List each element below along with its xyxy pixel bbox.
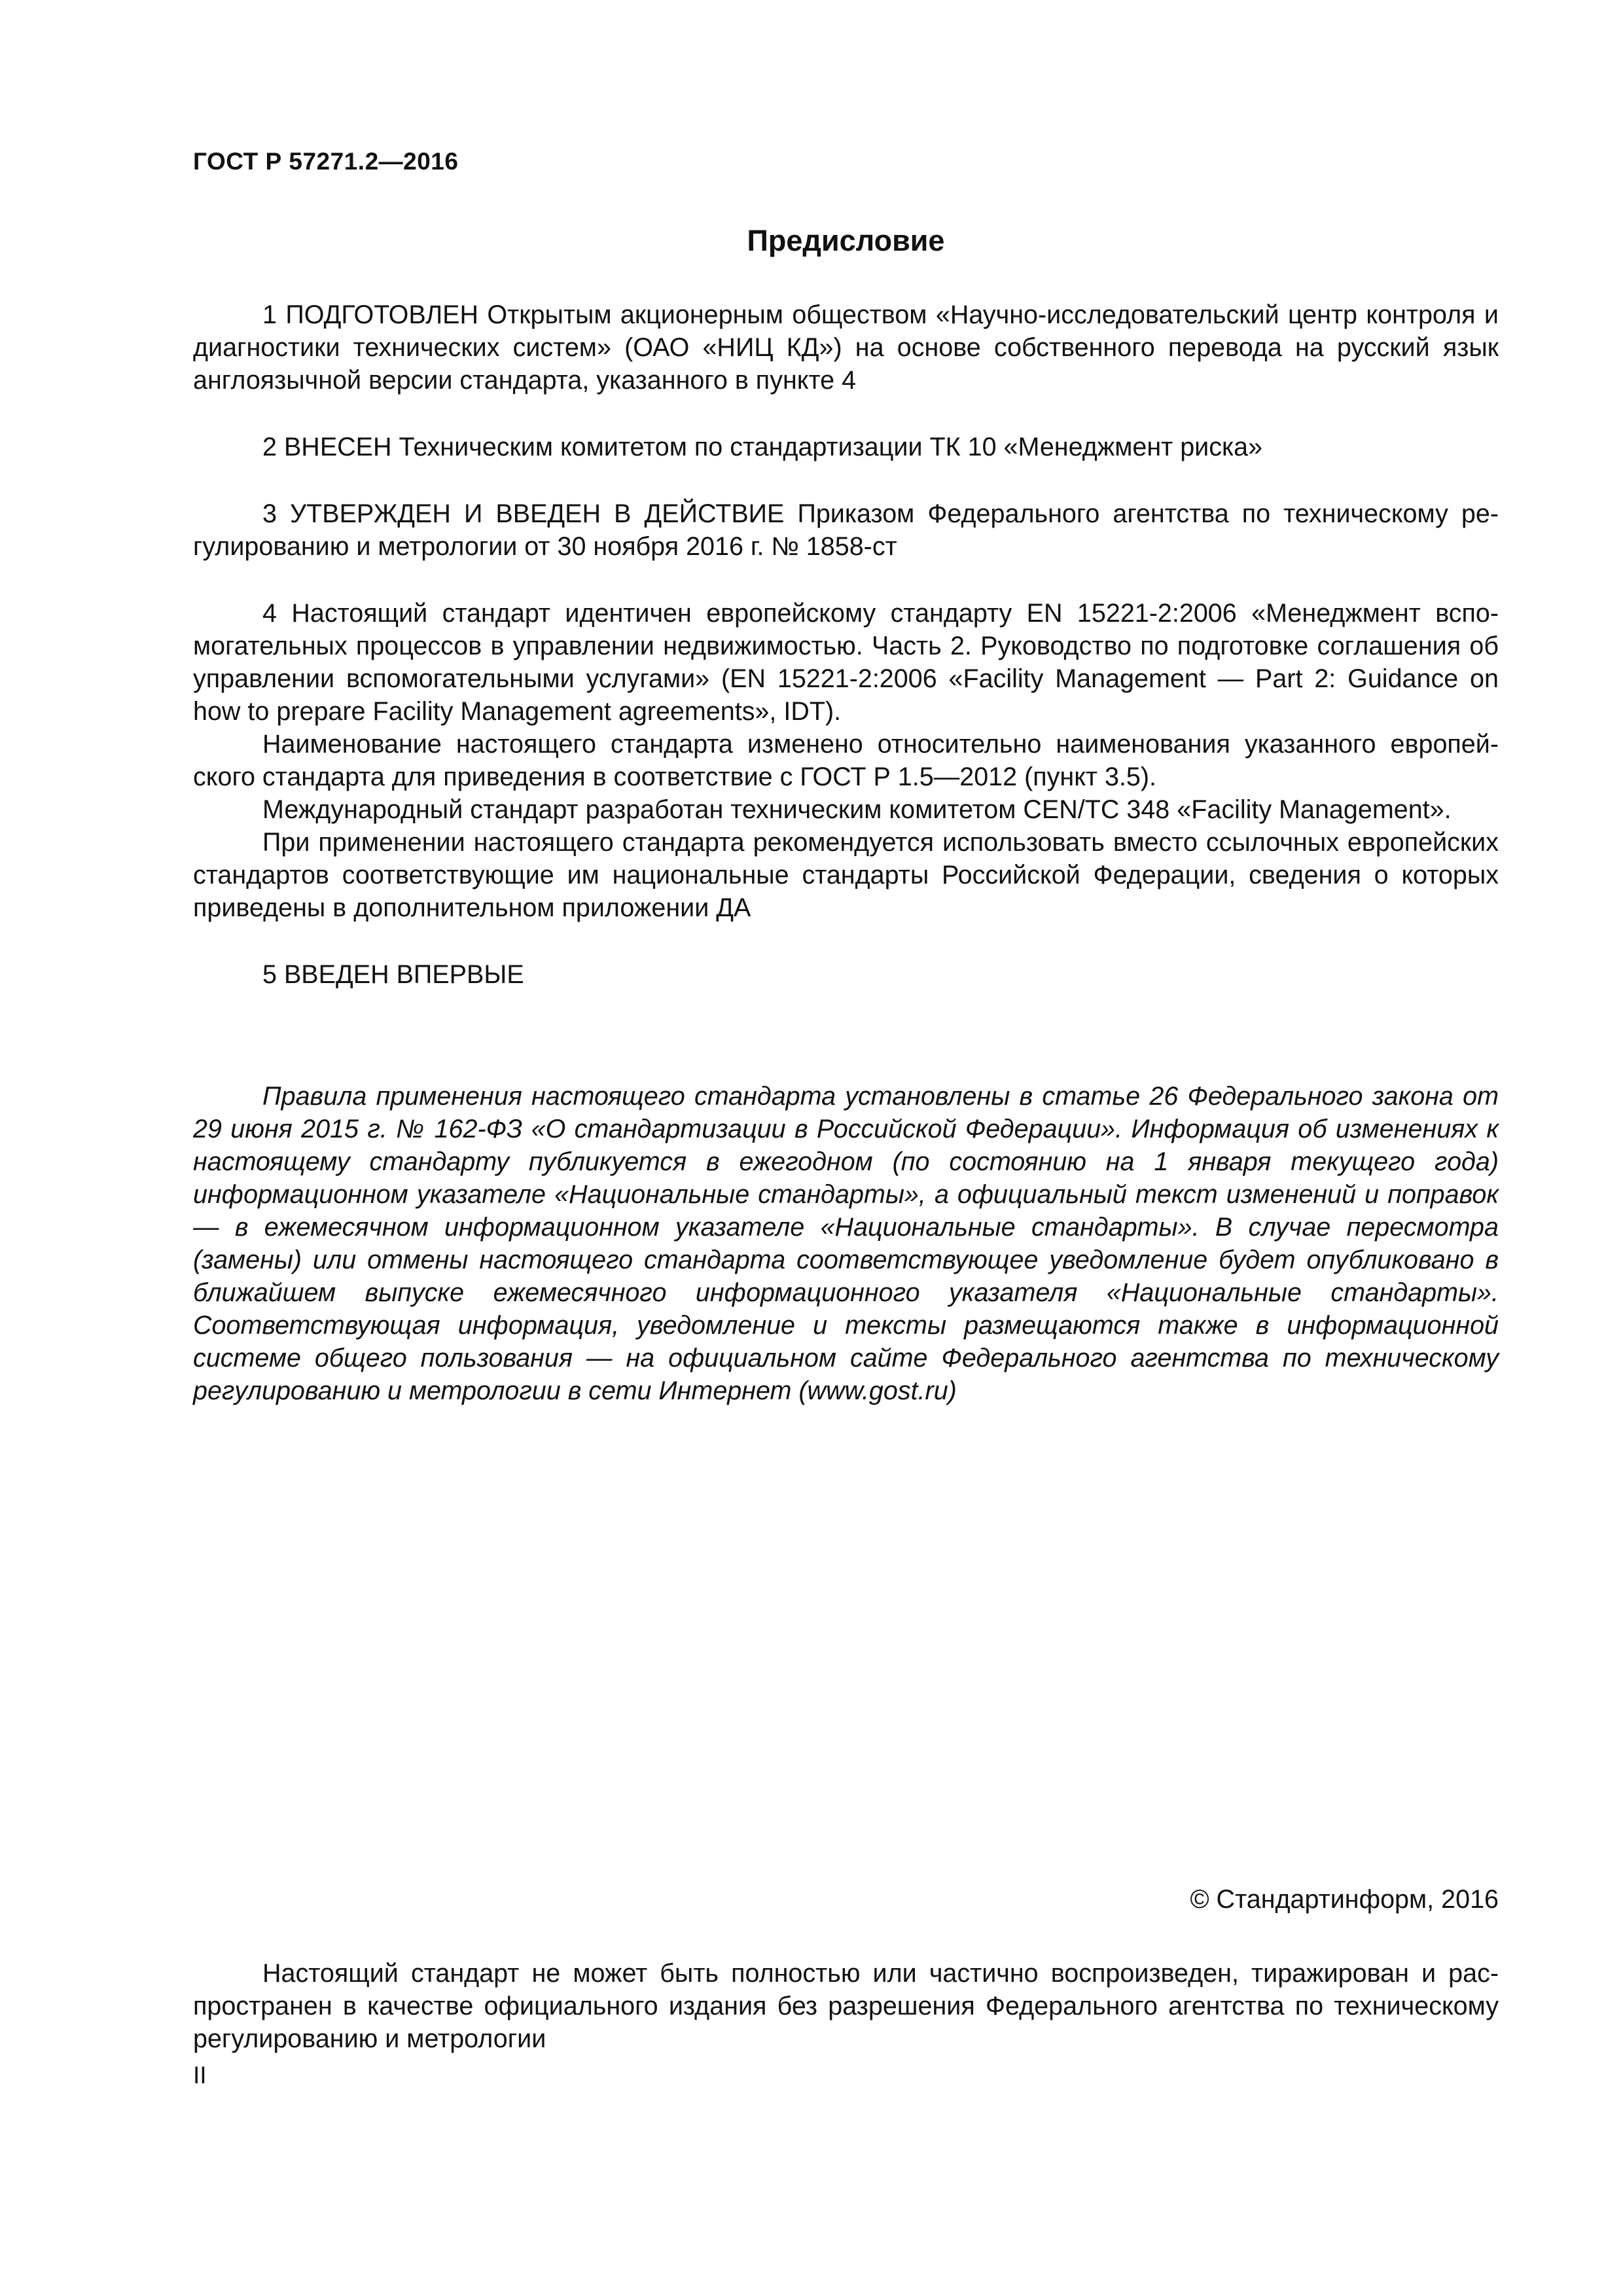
foreword-body [193,298,1499,991]
application-rules-notice [193,1080,1499,1407]
foreword-item-4-developer: Международный стандарт разработан техническим комитетом CEN/TC 348 «Facility Management». [262,795,1452,824]
rights-text: Настоящий стандарт не может быть полностью или частично воспроизведен, тиражирован и распространен в качестве официального издания без разрешения Федерального агентства по техническому регулированию и метрологии [193,1959,1499,2053]
copyright-line: © Стандартинформ, 2016 [1190,1885,1499,1914]
foreword-item-3: 3 УТВЕРЖДЕН И ВВЕДЕН В ДЕЙСТВИЕ Приказом Федерального агентства по техническому регулированию и метрологии от 30 ноября 2016 г. № 1858-ст [193,499,1499,561]
document-code: ГОСТ Р 57271.2—2016 [193,148,459,175]
foreword-item-4: 4 Настоящий стандарт идентичен европейскому стандарту EN 15221-2:2006 «Менеджмент вспомогательных процессов в управлении недвижимостью. Часть 2. Руководство по подготовке соглашения об управлении вспомогательными услугами» (EN 15221-2:2006 «Facility Management — Part 2: Guidance on how to prepare Facility Management agreements», IDT). [193,599,1499,726]
foreword-item-4-references: При применении настоящего стандарта рекомендуется использовать вместо ссылочных европейских стандартов соответствующие им национальные стандарты Российской Федерации, сведения о которых приведены в дополнительном приложении ДА [193,828,1499,922]
foreword-item-2: 2 ВНЕСЕН Техническим комитетом по стандартизации ТК 10 «Менеджмент риска» [262,433,1263,461]
reproduction-rights [193,1957,1499,2055]
foreword-item-4-name-change: Наименование настоящего стандарта изменено относительно наименования указанного европейского стандарта для приведения в соответствие с ГОСТ Р 1.5—2012 (пункт 3.5). [193,730,1499,791]
page-title: Предисловие [747,224,945,257]
foreword-item-5: 5 ВВЕДЕН ВПЕРВЫЕ [262,960,524,989]
foreword-item-1: 1 ПОДГОТОВЛЕН Открытым акционерным обществом «Научно-исследовательский центр контроля и диагностики технических систем» (ОАО «НИЦ КД») на основе собственного перевода на русский язык англоязычной версии стандарта, указанного в пункте 4 [193,300,1499,395]
page-number: II [193,2062,207,2089]
notice-text: Правила применения настоящего стандарта установлены в статье 26 Федерального закона от 29 июня 2015 г. № 162-ФЗ «О стандартизации в Российской Федерации». Информация об изменениях к настоящему стандарту публикуется в ежегодном (по состоянию на 1 января текущего года) информационном указателе «Национальные стандарты», а официальный текст изменений и поправок — в ежемесячном информационном указателе «Национальные стандарты». В случае пересмотра (замены) или отмены настоящего стандарта соответствующее уведомление будет опубликовано в ближайшем выпуске ежемесячного информационного указателя «Национальные стандарты». Соответствующая информация, уведомление и тексты размещаются также в информационной системе общего пользования — на официальном сайте Федерального агентства по техническому регулированию и метрологии в сети Интернет (www.gost.ru) [193,1082,1499,1405]
